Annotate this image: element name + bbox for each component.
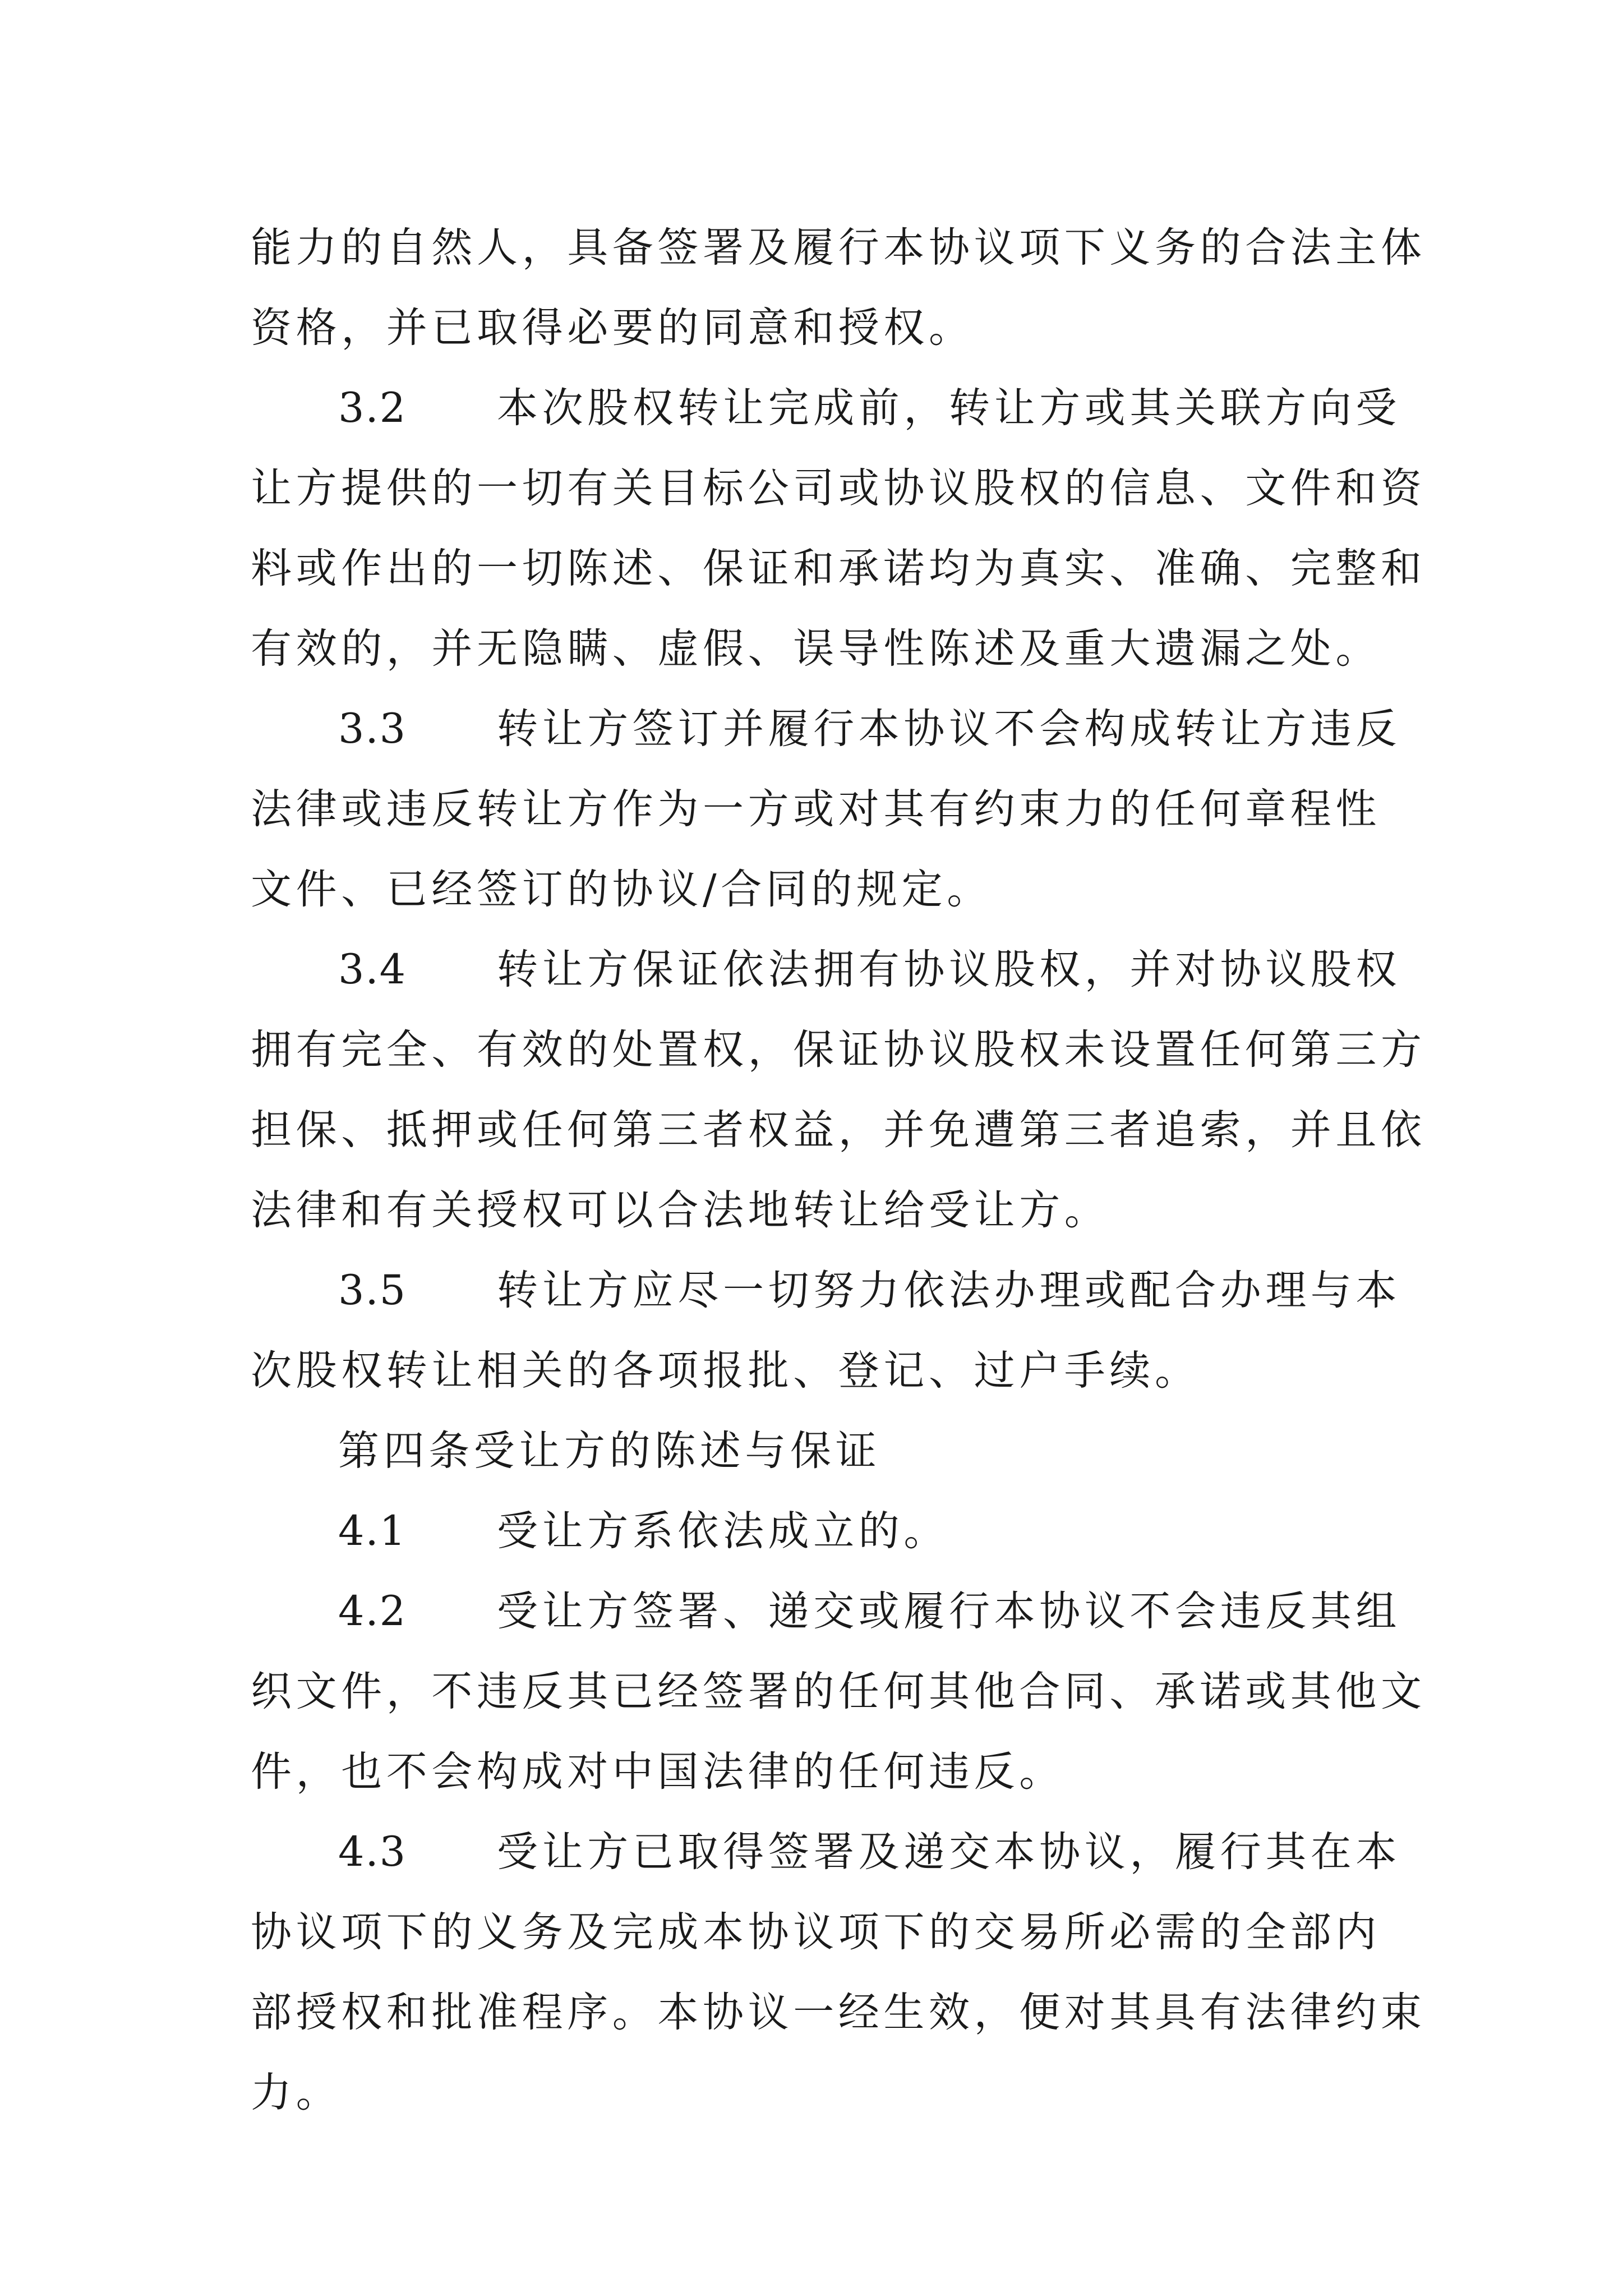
clause-text: 本次股权转让完成前，转让方或其关联方向受 [497,384,1401,432]
text-line-1: 能力的自然人，具备签署及履行本协议项下义务的合法主体 [251,224,1426,272]
text-line-12: 担保、抵押或任何第三者权益，并免遭第三者追索，并且依 [251,1106,1426,1154]
text-line-2: 资格，并已取得必要的同意和授权。 [251,304,974,352]
text-line-6: 有效的，并无隐瞒、虚假、误导性陈述及重大遗漏之处。 [251,625,1381,673]
clause-number: 4.2 [338,1588,407,1635]
clause-3-3 [251,689,1401,769]
clause-number: 4.1 [338,1507,407,1555]
clause-number: 4.3 [338,1828,407,1876]
text-line-23: 部授权和批准程序。本协议一经生效，便对其具有法律约束 [251,1989,1426,2036]
clause-number: 3.3 [338,705,407,753]
clause-4-2 [251,1571,1401,1651]
article-4-heading: 第四条受让方的陈述与保证 [338,1427,881,1475]
clause-4-3 [251,1812,1401,1892]
clause-number: 3.5 [338,1267,407,1314]
text-line-13: 法律和有关授权可以合法地转让给受让方。 [251,1186,1110,1234]
clause-3-2 [251,368,1401,448]
clause-4-1 [251,1491,1389,1571]
text-line-9: 文件、已经签订的协议/合同的规定。 [251,866,992,913]
text-line-11: 拥有完全、有效的处置权，保证协议股权未设置任何第三方 [251,1026,1426,1074]
text-line-15: 次股权转让相关的各项报批、登记、过户手续。 [251,1347,1200,1395]
text-line-22: 协议项下的义务及完成本协议项下的交易所必需的全部内 [251,1908,1381,1956]
text-line-8: 法律或违反转让方作为一方或对其有约束力的任何章程性 [251,785,1381,833]
document-body [251,208,1426,2133]
clause-text: 受让方系依法成立的。 [497,1507,949,1555]
clause-3-4 [251,930,1401,1010]
text-line-19: 织文件，不违反其已经签署的任何其他合同、承诺或其他文 [251,1668,1426,1715]
clause-text: 转让方签订并履行本协议不会构成转让方违反 [497,705,1401,753]
clause-number: 3.2 [338,384,407,432]
clause-3-5 [251,1250,1401,1331]
text-line-24: 力。 [251,2069,342,2116]
clause-text: 转让方保证依法拥有协议股权，并对协议股权 [497,946,1401,993]
text-line-4: 让方提供的一切有关目标公司或协议股权的信息、文件和资 [251,464,1426,512]
clause-text: 转让方应尽一切努力依法办理或配合办理与本 [497,1267,1401,1314]
text-line-5: 料或作出的一切陈述、保证和承诺均为真实、准确、完整和 [251,545,1426,592]
text-line-20: 件，也不会构成对中国法律的任何违反。 [251,1748,1064,1796]
clause-text: 受让方已取得签署及递交本协议，履行其在本 [497,1828,1401,1876]
clause-text: 受让方签署、递交或履行本协议不会违反其组 [497,1588,1401,1635]
clause-number: 3.4 [338,946,407,993]
